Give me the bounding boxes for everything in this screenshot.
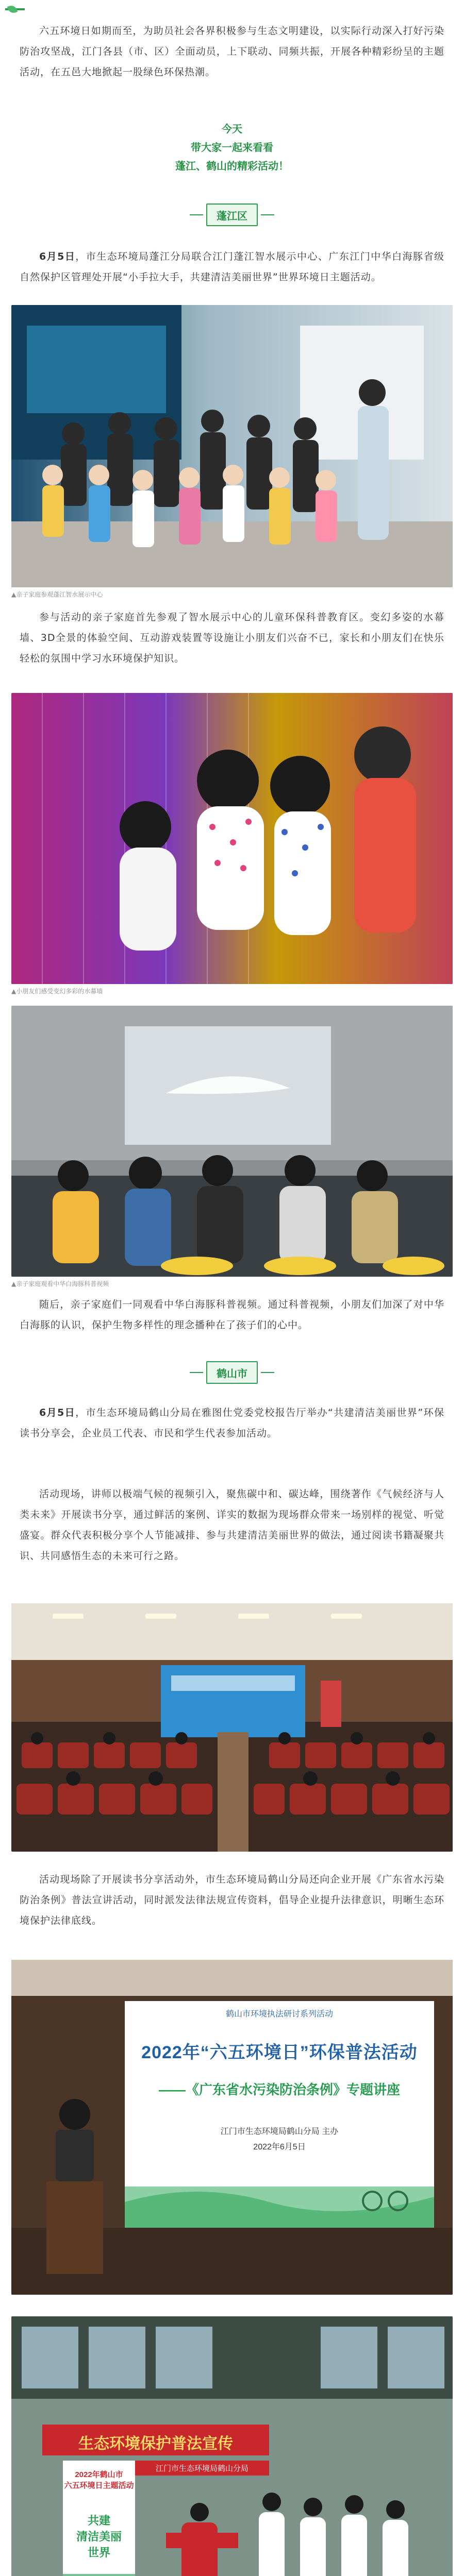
headline-line-3: 蓬江、鹤山的精彩活动！ xyxy=(175,160,289,172)
banner-top-line: 鹤山市环境执法研讨系列活动 xyxy=(225,2010,333,2019)
promotion-sign-sub: 江门市生态环境局鹤山分局 xyxy=(135,2461,269,2476)
pengjiang-paragraph-2: 参与活动的亲子家庭首先参观了智水展示中心的儿童环保科普教育区。变幻多姿的水幕墙、3D全景的体验空间、互动游戏装置等设施让小朋友们兴奋不已，家长和小朋友们在快乐轻松的氛围中学习水环境保护知识。 xyxy=(20,612,444,664)
banner-date: 2022年6月5日 xyxy=(253,2143,306,2151)
photo-caption-1: ▲亲子家庭参观蓬江智水展示中心 xyxy=(11,591,103,598)
pengjiang-paragraph-3: 随后，亲子家庭们一同观看中华白海豚科普视频。通过科普视频，小朋友们加深了对中华白海豚的认识，保护生物多样性的理念播种在了孩子们的心中。 xyxy=(20,1299,444,1331)
headline-line-1: 今天 xyxy=(222,123,242,135)
heshan-date: 6月5日 xyxy=(39,1407,76,1418)
photo-caption-3: ▲亲子家庭观看中华白海豚科普视频 xyxy=(11,1280,109,1287)
intro-paragraph: 六五环境日如期而至，为助员社会各界积极参与生态文明建设，以实际行动深入打好污染防治攻坚战，江门各县（市、区）全面动员，上下联动、同频共振，开展各种精彩纷呈的主题活动，在五邑大地掀起一股绿色环保热潮。 xyxy=(20,25,444,78)
banner-organizer: 江门市生态环境局鹤山分局 主办 xyxy=(220,2127,339,2136)
photo-exhibition-hall xyxy=(11,305,453,587)
photo-outdoor-promotion xyxy=(11,2316,453,2576)
pengjiang-paragraph-1-text: ，市生态环境局蓬江分局联合江门蓬江智水展示中心、广东江门中华白海豚省级自然保护区管理处开展“小手拉大手，共建清洁美丽世界”世界环境日主题活动。 xyxy=(20,251,444,283)
promotion-sign: 生态环境保护普法宣传 xyxy=(78,2435,233,2452)
heshan-paragraph-1-text: ，市生态环境局鹤山分局在雅图仕党委党校报告厅举办“共建清洁美丽世界”环保读书分享会，企业员工代表、市民和学生代表参加活动。 xyxy=(20,1407,444,1439)
heshan-paragraph-2: 活动现场，讲师以极端气候的视频引入，聚焦碳中和、碳达峰，围绕著作《气候经济与人类未来》开展读书分享，通过鲜活的案例、详实的数据为现场群众带来一场别样的视觉、听觉盛宴。群众代表积极分享个人节能减排、参与共建清洁美丽世界的做法，通过阅读书籍凝聚共识、共同感悟生态的未来可行之路。 xyxy=(20,1488,444,1562)
heshan-paragraph-3: 活动现场除了开展读书分享活动外，市生态环境局鹤山分局还向企业开展《广东省水污染防治条例》普法宣讲活动，同时派发法律法规宣传资料，倡导企业提升法律意识，明晰生态环境保护法律底线。 xyxy=(20,1874,444,1926)
banner-title: 2022年“六五环境日”环保普法活动 xyxy=(141,2043,418,2062)
rollup-banner-title: 2022年鹤山市 六五环境日主题活动 xyxy=(64,2470,134,2490)
headline-line-2: 带大家一起来看看 xyxy=(191,141,273,154)
rollup-banner-slogan: 共建 清洁美丽 世界 xyxy=(76,2514,122,2559)
photo-water-curtain xyxy=(11,693,453,984)
banner-subtitle: ——《广东省水污染防治条例》专题讲座 xyxy=(158,2082,400,2097)
heshan-paragraph-1 xyxy=(20,1402,444,1444)
leaf-decoration-icon xyxy=(5,5,25,21)
photo-video-screening xyxy=(11,1006,453,1277)
photo-auditorium xyxy=(11,1603,453,1852)
pengjiang-paragraph-1 xyxy=(20,246,444,287)
photo-caption-2: ▲小朋友们感受变幻多彩的水幕墙 xyxy=(11,988,103,995)
photo-lecture-banner xyxy=(11,1960,453,2295)
section-tag-pengjiang: 蓬江区 xyxy=(206,204,258,226)
section-tag-heshan: 鹤山市 xyxy=(206,1361,258,1384)
pengjiang-date: 6月5日 xyxy=(39,251,76,262)
